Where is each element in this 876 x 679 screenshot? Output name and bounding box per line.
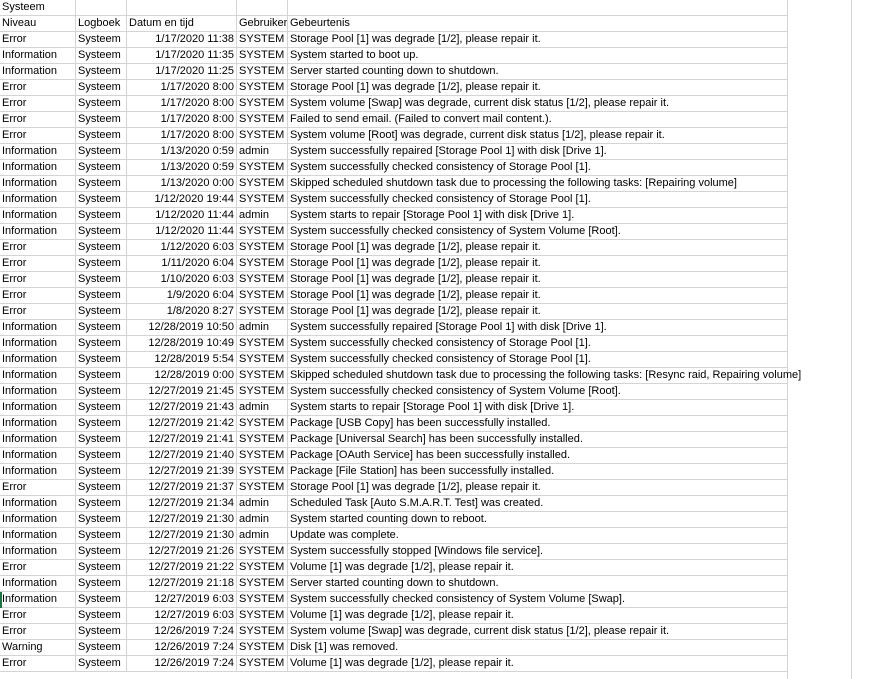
log-cell[interactable]: Systeem xyxy=(76,464,127,480)
level-cell[interactable]: Error xyxy=(0,272,76,288)
table-row xyxy=(0,464,876,480)
event-cell[interactable]: System volume [Root] was degrade, current disk status [1/2], please repair it. xyxy=(288,128,788,144)
event-cell[interactable]: Storage Pool [1] was degrade [1/2], please repair it. xyxy=(288,32,788,48)
level-cell[interactable]: Information xyxy=(0,512,76,528)
log-cell[interactable]: Systeem xyxy=(76,640,127,656)
table-row xyxy=(0,624,876,640)
level-cell[interactable]: Information xyxy=(0,416,76,432)
datetime-cell[interactable]: 12/27/2019 21:18 xyxy=(127,576,237,592)
user-cell[interactable]: SYSTEM xyxy=(237,128,288,144)
log-cell[interactable]: Systeem xyxy=(76,144,127,160)
table-row xyxy=(0,256,876,272)
log-cell[interactable]: Systeem xyxy=(76,192,127,208)
datetime-cell[interactable]: 12/27/2019 21:45 xyxy=(127,384,237,400)
level-cell[interactable]: Error xyxy=(0,656,76,672)
event-cell[interactable]: Package [OAuth Service] has been successfully installed. xyxy=(288,448,788,464)
empty-cell[interactable] xyxy=(127,0,237,16)
empty-cell[interactable] xyxy=(237,0,288,16)
datetime-cell[interactable]: 12/27/2019 21:30 xyxy=(127,512,237,528)
log-cell[interactable]: Systeem xyxy=(76,560,127,576)
level-cell[interactable]: Error xyxy=(0,240,76,256)
table-row xyxy=(0,656,876,672)
event-cell[interactable]: Volume [1] was degrade [1/2], please repair it. xyxy=(288,560,788,576)
event-cell[interactable]: Storage Pool [1] was degrade [1/2], please repair it. xyxy=(288,256,788,272)
user-cell[interactable]: SYSTEM xyxy=(237,272,288,288)
table-row xyxy=(0,576,876,592)
datetime-cell[interactable]: 12/27/2019 21:42 xyxy=(127,416,237,432)
datetime-cell[interactable]: 1/8/2020 8:27 xyxy=(127,304,237,320)
log-cell[interactable]: Systeem xyxy=(76,544,127,560)
event-cell[interactable]: Server started counting down to shutdown. xyxy=(288,576,788,592)
log-cell[interactable]: Systeem xyxy=(76,320,127,336)
table-row xyxy=(0,128,876,144)
event-cell[interactable]: Storage Pool [1] was degrade [1/2], please repair it. xyxy=(288,80,788,96)
event-cell[interactable]: System started to boot up. xyxy=(288,48,788,64)
user-cell[interactable]: admin xyxy=(237,528,288,544)
event-cell[interactable]: System starts to repair [Storage Pool 1] with disk [Drive 1]. xyxy=(288,208,788,224)
event-cell[interactable]: Storage Pool [1] was degrade [1/2], please repair it. xyxy=(288,304,788,320)
level-cell[interactable]: Information xyxy=(0,592,76,608)
user-cell[interactable]: SYSTEM xyxy=(237,192,288,208)
table-row xyxy=(0,240,876,256)
user-cell[interactable]: SYSTEM xyxy=(237,656,288,672)
table-row xyxy=(0,352,876,368)
level-cell[interactable]: Error xyxy=(0,560,76,576)
event-cell[interactable]: Skipped scheduled shutdown task due to processing the following tasks: [Resync raid, Repairing volume] xyxy=(288,368,788,384)
user-cell[interactable]: SYSTEM xyxy=(237,352,288,368)
user-cell[interactable]: admin xyxy=(237,512,288,528)
event-cell[interactable]: Server started counting down to shutdown. xyxy=(288,64,788,80)
datetime-cell[interactable]: 1/13/2020 0:59 xyxy=(127,144,237,160)
level-cell[interactable]: Information xyxy=(0,48,76,64)
log-cell[interactable]: Systeem xyxy=(76,368,127,384)
header-logboek[interactable]: Logboek xyxy=(76,16,127,32)
log-cell[interactable]: Systeem xyxy=(76,528,127,544)
table-row xyxy=(0,112,876,128)
datetime-cell[interactable]: 12/28/2019 0:00 xyxy=(127,368,237,384)
datetime-cell[interactable]: 12/27/2019 6:03 xyxy=(127,592,237,608)
log-cell[interactable]: Systeem xyxy=(76,96,127,112)
user-cell[interactable]: SYSTEM xyxy=(237,80,288,96)
header-row xyxy=(0,16,876,32)
log-cell[interactable]: Systeem xyxy=(76,336,127,352)
level-cell[interactable]: Error xyxy=(0,96,76,112)
table-row xyxy=(0,80,876,96)
level-cell[interactable]: Error xyxy=(0,112,76,128)
event-cell[interactable]: Volume [1] was degrade [1/2], please repair it. xyxy=(288,656,788,672)
log-cell[interactable]: Systeem xyxy=(76,480,127,496)
log-cell[interactable]: Systeem xyxy=(76,384,127,400)
user-cell[interactable]: SYSTEM xyxy=(237,336,288,352)
table-row xyxy=(0,96,876,112)
level-cell[interactable]: Information xyxy=(0,320,76,336)
event-cell[interactable]: System successfully repaired [Storage Pool 1] with disk [Drive 1]. xyxy=(288,320,788,336)
table-row xyxy=(0,480,876,496)
user-cell[interactable]: SYSTEM xyxy=(237,576,288,592)
datetime-cell[interactable]: 1/13/2020 0:00 xyxy=(127,176,237,192)
log-cell[interactable]: Systeem xyxy=(76,656,127,672)
table-row xyxy=(0,368,876,384)
log-cell[interactable]: Systeem xyxy=(76,48,127,64)
user-cell[interactable]: SYSTEM xyxy=(237,448,288,464)
event-cell[interactable]: Update was complete. xyxy=(288,528,788,544)
event-cell[interactable]: System successfully checked consistency of Storage Pool [1]. xyxy=(288,160,788,176)
header-gebruiker[interactable]: Gebruiker xyxy=(237,16,288,32)
datetime-cell[interactable]: 12/27/2019 21:40 xyxy=(127,448,237,464)
level-cell[interactable]: Error xyxy=(0,608,76,624)
user-cell[interactable]: SYSTEM xyxy=(237,480,288,496)
level-cell[interactable]: Error xyxy=(0,624,76,640)
sheet-title-cell[interactable]: Systeem xyxy=(0,0,76,16)
table-row xyxy=(0,48,876,64)
log-cell[interactable]: Systeem xyxy=(76,304,127,320)
level-cell[interactable]: Error xyxy=(0,32,76,48)
user-cell[interactable]: SYSTEM xyxy=(237,48,288,64)
level-cell[interactable]: Error xyxy=(0,256,76,272)
user-cell[interactable]: SYSTEM xyxy=(237,592,288,608)
level-cell[interactable]: Information xyxy=(0,192,76,208)
event-cell[interactable]: System successfully checked consistency of Storage Pool [1]. xyxy=(288,352,788,368)
user-cell[interactable]: admin xyxy=(237,496,288,512)
log-cell[interactable]: Systeem xyxy=(76,288,127,304)
table-row xyxy=(0,192,876,208)
log-cell[interactable]: Systeem xyxy=(76,608,127,624)
datetime-cell[interactable]: 12/27/2019 21:43 xyxy=(127,400,237,416)
log-cell[interactable]: Systeem xyxy=(76,576,127,592)
table-row xyxy=(0,336,876,352)
user-cell[interactable]: SYSTEM xyxy=(237,112,288,128)
datetime-cell[interactable]: 1/10/2020 6:03 xyxy=(127,272,237,288)
datetime-cell[interactable]: 12/26/2019 7:24 xyxy=(127,640,237,656)
log-cell[interactable]: Systeem xyxy=(76,80,127,96)
table-row xyxy=(0,448,876,464)
event-cell[interactable]: Volume [1] was degrade [1/2], please repair it. xyxy=(288,608,788,624)
table-row xyxy=(0,224,876,240)
datetime-cell[interactable]: 1/17/2020 11:25 xyxy=(127,64,237,80)
level-cell[interactable]: Information xyxy=(0,576,76,592)
datetime-cell[interactable]: 12/27/2019 21:39 xyxy=(127,464,237,480)
event-cell[interactable]: System started counting down to reboot. xyxy=(288,512,788,528)
event-cell[interactable]: Storage Pool [1] was degrade [1/2], please repair it. xyxy=(288,240,788,256)
datetime-cell[interactable]: 1/12/2020 6:03 xyxy=(127,240,237,256)
event-cell[interactable]: Skipped scheduled shutdown task due to processing the following tasks: [Repairing volume] xyxy=(288,176,788,192)
table-row xyxy=(0,400,876,416)
table-row xyxy=(0,432,876,448)
datetime-cell[interactable]: 1/12/2020 11:44 xyxy=(127,224,237,240)
datetime-cell[interactable]: 1/17/2020 8:00 xyxy=(127,96,237,112)
user-cell[interactable]: SYSTEM xyxy=(237,224,288,240)
event-cell[interactable]: Scheduled Task [Auto S.M.A.R.T. Test] was created. xyxy=(288,496,788,512)
user-cell[interactable]: SYSTEM xyxy=(237,560,288,576)
log-cell[interactable]: Systeem xyxy=(76,64,127,80)
log-cell[interactable]: Systeem xyxy=(76,512,127,528)
datetime-cell[interactable]: 12/27/2019 21:26 xyxy=(127,544,237,560)
table-row xyxy=(0,160,876,176)
level-cell[interactable]: Information xyxy=(0,528,76,544)
log-cell[interactable]: Systeem xyxy=(76,496,127,512)
user-cell[interactable]: SYSTEM xyxy=(237,544,288,560)
level-cell[interactable]: Information xyxy=(0,224,76,240)
level-cell[interactable]: Information xyxy=(0,352,76,368)
datetime-cell[interactable]: 1/11/2020 6:04 xyxy=(127,256,237,272)
table-row xyxy=(0,208,876,224)
level-cell[interactable]: Information xyxy=(0,176,76,192)
log-cell[interactable]: Systeem xyxy=(76,432,127,448)
table-row xyxy=(0,544,876,560)
user-cell[interactable]: SYSTEM xyxy=(237,32,288,48)
level-cell[interactable]: Information xyxy=(0,400,76,416)
header-datum[interactable]: Datum en tijd xyxy=(127,16,237,32)
event-cell[interactable]: Storage Pool [1] was degrade [1/2], please repair it. xyxy=(288,480,788,496)
log-cell[interactable]: Systeem xyxy=(76,592,127,608)
empty-cell[interactable] xyxy=(288,0,788,16)
level-cell[interactable]: Error xyxy=(0,480,76,496)
event-cell[interactable]: System successfully stopped [Windows file service]. xyxy=(288,544,788,560)
user-cell[interactable]: SYSTEM xyxy=(237,176,288,192)
event-cell[interactable]: System successfully checked consistency of System Volume [Swap]. xyxy=(288,592,788,608)
header-gebeurtenis[interactable]: Gebeurtenis xyxy=(288,16,788,32)
event-cell[interactable]: System volume [Swap] was degrade, current disk status [1/2], please repair it. xyxy=(288,96,788,112)
user-cell[interactable]: admin xyxy=(237,144,288,160)
user-cell[interactable]: admin xyxy=(237,208,288,224)
event-cell[interactable]: System successfully checked consistency of System Volume [Root]. xyxy=(288,224,788,240)
log-cell[interactable]: Systeem xyxy=(76,160,127,176)
table-row xyxy=(0,592,876,608)
log-cell[interactable]: Systeem xyxy=(76,208,127,224)
log-cell[interactable]: Systeem xyxy=(76,176,127,192)
user-cell[interactable]: SYSTEM xyxy=(237,96,288,112)
user-cell[interactable]: SYSTEM xyxy=(237,160,288,176)
level-cell[interactable]: Error xyxy=(0,304,76,320)
log-cell[interactable]: Systeem xyxy=(76,416,127,432)
level-cell[interactable]: Information xyxy=(0,544,76,560)
level-cell[interactable]: Information xyxy=(0,432,76,448)
log-cell[interactable]: Systeem xyxy=(76,32,127,48)
table-row xyxy=(0,320,876,336)
event-cell[interactable]: Package [USB Copy] has been successfully installed. xyxy=(288,416,788,432)
log-cell[interactable]: Systeem xyxy=(76,400,127,416)
log-cell[interactable]: Systeem xyxy=(76,128,127,144)
level-cell[interactable]: Information xyxy=(0,384,76,400)
log-cell[interactable]: Systeem xyxy=(76,272,127,288)
event-cell[interactable]: Storage Pool [1] was degrade [1/2], please repair it. xyxy=(288,288,788,304)
log-cell[interactable]: Systeem xyxy=(76,624,127,640)
datetime-cell[interactable]: 12/27/2019 21:30 xyxy=(127,528,237,544)
datetime-cell[interactable]: 12/28/2019 10:49 xyxy=(127,336,237,352)
user-cell[interactable]: SYSTEM xyxy=(237,624,288,640)
user-cell[interactable]: SYSTEM xyxy=(237,640,288,656)
datetime-cell[interactable]: 12/27/2019 21:34 xyxy=(127,496,237,512)
user-cell[interactable]: SYSTEM xyxy=(237,256,288,272)
datetime-cell[interactable]: 1/17/2020 8:00 xyxy=(127,80,237,96)
table-row xyxy=(0,288,876,304)
level-cell[interactable]: Information xyxy=(0,144,76,160)
title-row xyxy=(0,0,876,16)
datetime-cell[interactable]: 1/17/2020 8:00 xyxy=(127,128,237,144)
datetime-cell[interactable]: 1/9/2020 6:04 xyxy=(127,288,237,304)
user-cell[interactable]: SYSTEM xyxy=(237,304,288,320)
log-cell[interactable]: Systeem xyxy=(76,224,127,240)
user-cell[interactable]: SYSTEM xyxy=(237,416,288,432)
event-cell[interactable]: System volume [Swap] was degrade, current disk status [1/2], please repair it. xyxy=(288,624,788,640)
event-cell[interactable]: Storage Pool [1] was degrade [1/2], please repair it. xyxy=(288,272,788,288)
user-cell[interactable]: SYSTEM xyxy=(237,464,288,480)
header-niveau[interactable]: Niveau xyxy=(0,16,76,32)
event-cell[interactable]: Package [File Station] has been successfully installed. xyxy=(288,464,788,480)
event-cell[interactable]: System successfully checked consistency of Storage Pool [1]. xyxy=(288,192,788,208)
datetime-cell[interactable]: 12/27/2019 21:41 xyxy=(127,432,237,448)
table-row xyxy=(0,560,876,576)
level-cell[interactable]: Information xyxy=(0,336,76,352)
level-cell[interactable]: Information xyxy=(0,496,76,512)
datetime-cell[interactable]: 12/28/2019 5:54 xyxy=(127,352,237,368)
level-cell[interactable]: Information xyxy=(0,64,76,80)
log-cell[interactable]: Systeem xyxy=(76,256,127,272)
log-cell[interactable]: Systeem xyxy=(76,240,127,256)
user-cell[interactable]: SYSTEM xyxy=(237,608,288,624)
user-cell[interactable]: SYSTEM xyxy=(237,240,288,256)
level-cell[interactable]: Information xyxy=(0,208,76,224)
table-row xyxy=(0,384,876,400)
log-cell[interactable]: Systeem xyxy=(76,112,127,128)
empty-cell[interactable] xyxy=(76,0,127,16)
event-cell[interactable]: Package [Universal Search] has been successfully installed. xyxy=(288,432,788,448)
user-cell[interactable]: admin xyxy=(237,400,288,416)
level-cell[interactable]: Information xyxy=(0,368,76,384)
user-cell[interactable]: SYSTEM xyxy=(237,384,288,400)
table-row xyxy=(0,64,876,80)
datetime-cell[interactable]: 12/27/2019 21:37 xyxy=(127,480,237,496)
event-cell[interactable]: Failed to send email. (Failed to convert mail content.). xyxy=(288,112,788,128)
level-cell[interactable]: Error xyxy=(0,128,76,144)
user-cell[interactable]: SYSTEM xyxy=(237,64,288,80)
event-cell[interactable]: Disk [1] was removed. xyxy=(288,640,788,656)
datetime-cell[interactable]: 1/17/2020 11:35 xyxy=(127,48,237,64)
level-cell[interactable]: Information xyxy=(0,448,76,464)
user-cell[interactable]: SYSTEM xyxy=(237,288,288,304)
level-cell[interactable]: Error xyxy=(0,288,76,304)
datetime-cell[interactable]: 1/13/2020 0:59 xyxy=(127,160,237,176)
log-cell[interactable]: Systeem xyxy=(76,448,127,464)
table-row xyxy=(0,32,876,48)
table-row xyxy=(0,608,876,624)
event-cell[interactable]: System successfully checked consistency of System Volume [Root]. xyxy=(288,384,788,400)
datetime-cell[interactable]: 12/28/2019 10:50 xyxy=(127,320,237,336)
cell-selection-marker xyxy=(0,592,2,608)
table-row xyxy=(0,528,876,544)
table-row xyxy=(0,512,876,528)
table-row xyxy=(0,416,876,432)
datetime-cell[interactable]: 12/27/2019 6:03 xyxy=(127,608,237,624)
user-cell[interactable]: SYSTEM xyxy=(237,432,288,448)
table-row xyxy=(0,304,876,320)
event-cell[interactable]: System starts to repair [Storage Pool 1] with disk [Drive 1]. xyxy=(288,400,788,416)
table-row xyxy=(0,272,876,288)
table-row xyxy=(0,144,876,160)
datetime-cell[interactable]: 12/26/2019 7:24 xyxy=(127,624,237,640)
datetime-cell[interactable]: 12/26/2019 7:24 xyxy=(127,656,237,672)
user-cell[interactable]: admin xyxy=(237,320,288,336)
datetime-cell[interactable]: 1/12/2020 11:44 xyxy=(127,208,237,224)
level-cell[interactable]: Error xyxy=(0,80,76,96)
datetime-cell[interactable]: 1/17/2020 11:38 xyxy=(127,32,237,48)
table-row xyxy=(0,496,876,512)
log-cell[interactable]: Systeem xyxy=(76,352,127,368)
table-row xyxy=(0,176,876,192)
event-cell[interactable]: System successfully checked consistency of Storage Pool [1]. xyxy=(288,336,788,352)
level-cell[interactable]: Information xyxy=(0,160,76,176)
datetime-cell[interactable]: 1/17/2020 8:00 xyxy=(127,112,237,128)
level-cell[interactable]: Information xyxy=(0,464,76,480)
level-cell[interactable]: Warning xyxy=(0,640,76,656)
datetime-cell[interactable]: 12/27/2019 21:22 xyxy=(127,560,237,576)
table-row xyxy=(0,640,876,656)
user-cell[interactable]: SYSTEM xyxy=(237,368,288,384)
event-cell[interactable]: System successfully repaired [Storage Pool 1] with disk [Drive 1]. xyxy=(288,144,788,160)
datetime-cell[interactable]: 1/12/2020 19:44 xyxy=(127,192,237,208)
